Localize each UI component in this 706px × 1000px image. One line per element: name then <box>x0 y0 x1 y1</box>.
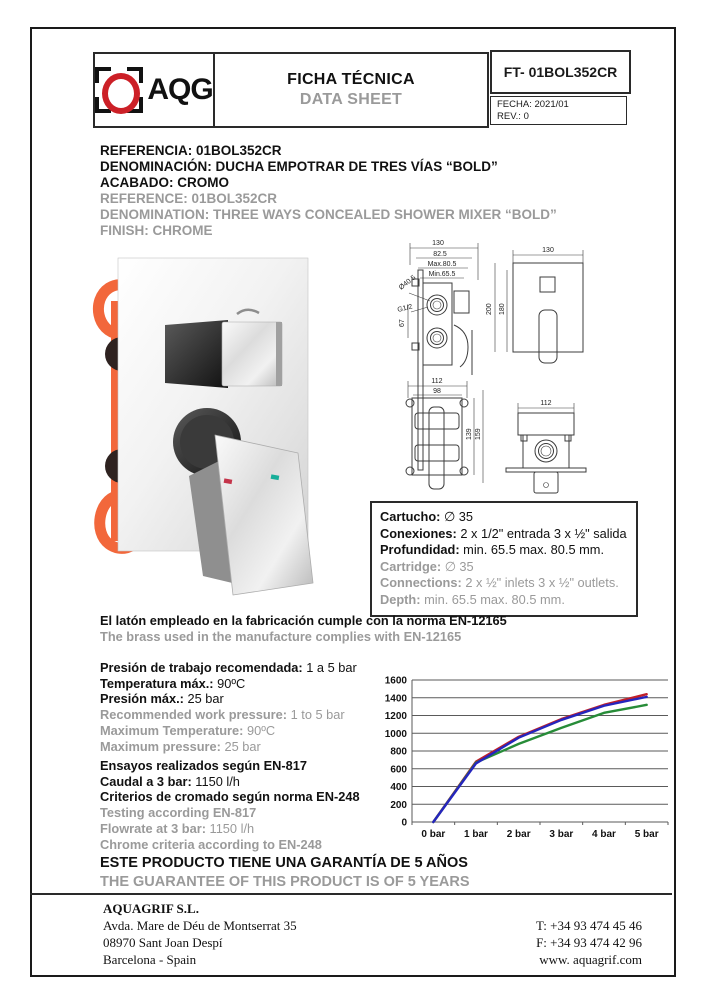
y-tick-label: 1000 <box>384 728 407 740</box>
x-tick-label: 1 bar <box>464 829 488 840</box>
flowrate-es: Caudal a 3 bar: 1150 l/h <box>100 773 240 789</box>
pressure-block <box>100 660 357 754</box>
date-label: FECHA: 2021/01 <box>497 99 569 110</box>
svg-text:82.5: 82.5 <box>433 251 447 258</box>
document-code: FT- 01BOL352CR <box>490 50 631 94</box>
website: www. aquagrif.com <box>539 952 642 967</box>
y-tick-label: 1200 <box>384 711 407 722</box>
svg-text:180: 180 <box>499 303 506 315</box>
y-tick-label: 0 <box>401 817 407 829</box>
svg-text:Ø40.5: Ø40.5 <box>397 274 418 292</box>
x-tick-label: 4 bar <box>592 829 616 840</box>
reference-en: REFERENCE: 01BOL352CR <box>100 190 278 206</box>
title-en: DATA SHEET <box>299 91 403 108</box>
acabado-es: ACABADO: CROMO <box>100 174 229 190</box>
max-pressure-es: Presión máx.: 25 bar <box>100 691 224 707</box>
brass-norm-en: The brass used in the manufacture complies with EN-12165 <box>100 628 462 644</box>
svg-text:159: 159 <box>475 428 482 440</box>
y-tick-label: 400 <box>390 782 407 793</box>
finish-en: FINISH: CHROME <box>100 222 213 238</box>
svg-text:130: 130 <box>542 247 554 254</box>
svg-text:Max.80.5: Max.80.5 <box>427 261 457 268</box>
flowrate-chart <box>375 666 680 846</box>
product-photo <box>85 246 385 606</box>
denomination-en: DENOMINATION: THREE WAYS CONCEALED SHOWER MIXER “BOLD” <box>100 206 557 222</box>
y-tick-label: 800 <box>390 746 407 758</box>
svg-text:112: 112 <box>540 400 552 407</box>
testing-norm-en: Testing according EN-817 <box>100 805 257 821</box>
y-tick-label: 1400 <box>384 693 407 705</box>
profundidad-line: Profundidad: min. 65.5 max. 80.5 mm. <box>380 542 604 558</box>
conexiones-line: Conexiones: 2 x 1/2" entrada 3 x ½" salida <box>380 525 627 541</box>
connections-line: Connections: 2 x ½" inlets 3 x ½" outlets. <box>380 575 619 591</box>
work-pressure-es: Presión de trabajo recomendada: 1 a 5 bar <box>100 660 357 675</box>
phone-number: T: +34 93 474 45 46 <box>536 918 642 933</box>
flowrate-en: Flowrate at 3 bar: 1150 l/h <box>100 820 255 836</box>
guarantee-block <box>100 854 470 891</box>
x-tick-label: 5 bar <box>634 829 659 840</box>
drawing-front-view <box>486 247 583 363</box>
address-line-2: 08970 Sant Joan Despí <box>103 935 223 950</box>
footer-address <box>103 900 297 968</box>
max-temp-en: Maximum Temperature: 90ºC <box>100 722 276 738</box>
testing-block <box>100 758 360 852</box>
svg-text:139: 139 <box>466 428 473 440</box>
y-tick-label: 200 <box>390 799 407 811</box>
svg-text:67: 67 <box>399 319 406 327</box>
revision-box <box>490 96 627 125</box>
address-line-3: Barcelona - Spain <box>103 952 197 967</box>
brand-name: AQG <box>147 73 213 106</box>
fax-number: F: +34 93 474 42 96 <box>536 935 642 950</box>
footer-divider <box>30 893 672 895</box>
chrome-norm-es: Criterios de cromado según norma EN-248 <box>100 789 360 805</box>
svg-text:G1/2: G1/2 <box>396 303 414 314</box>
footer-contact <box>430 917 642 968</box>
work-pressure-en: Recommended work pressure: 1 to 5 bar <box>100 707 345 723</box>
max-pressure-en: Maximum pressure: 25 bar <box>100 738 261 754</box>
company-name: AQUAGRIF S.L. <box>103 901 199 916</box>
cartucho-line: Cartucho: ∅ 35 <box>380 509 473 524</box>
y-tick-label: 600 <box>390 764 407 776</box>
testing-norm-es: Ensayos realizados según EN-817 <box>100 758 307 773</box>
brass-norm-es: El latón empleado en la fabricación cumple con la norma EN-12165 <box>100 613 507 628</box>
x-tick-label: 3 bar <box>549 829 574 840</box>
brass-norm-block <box>100 613 507 644</box>
sheet-title <box>215 54 487 126</box>
guarantee-es: ESTE PRODUCTO TIENE UNA GARANTÍA DE 5 AÑOS <box>100 855 468 871</box>
brand-logo <box>95 54 215 126</box>
x-tick-label: 0 bar <box>421 829 446 840</box>
cartridge-line: Cartridge: ∅ 35 <box>380 558 474 574</box>
depth-line: Depth: min. 65.5 max. 80.5 mm. <box>380 591 565 607</box>
referencia-es: REFERENCIA: 01BOL352CR <box>100 143 282 158</box>
guarantee-en: THE GUARANTEE OF THIS PRODUCT IS OF 5 YEARS <box>100 873 470 890</box>
header <box>93 52 489 128</box>
aqg-viewfinder-icon <box>95 65 145 115</box>
title-es: FICHA TÉCNICA <box>287 71 415 88</box>
chrome-norm-en: Chrome criteria according to EN-248 <box>100 836 322 852</box>
denominacion-es: DENOMINACIÓN: DUCHA EMPOTRAR DE TRES VÍAS “BOLD” <box>100 158 498 174</box>
rev-label: REV.: 0 <box>497 111 529 122</box>
reference-block <box>100 143 557 238</box>
y-tick-label: 1600 <box>384 675 407 687</box>
address-line-1: Avda. Mare de Déu de Montserrat 35 <box>103 918 297 933</box>
flowrate-red <box>433 694 646 822</box>
technical-drawings <box>388 235 648 510</box>
svg-text:130: 130 <box>432 240 444 247</box>
svg-text:Min.65.5: Min.65.5 <box>428 271 456 278</box>
svg-text:98: 98 <box>433 388 441 395</box>
max-temp-es: Temperatura máx.: 90ºC <box>100 675 246 691</box>
svg-text:112: 112 <box>431 378 443 385</box>
svg-text:200: 200 <box>486 303 493 315</box>
drawing-outlet-view <box>506 400 586 493</box>
cartridge-spec-box <box>370 501 638 617</box>
x-tick-label: 2 bar <box>506 829 531 840</box>
